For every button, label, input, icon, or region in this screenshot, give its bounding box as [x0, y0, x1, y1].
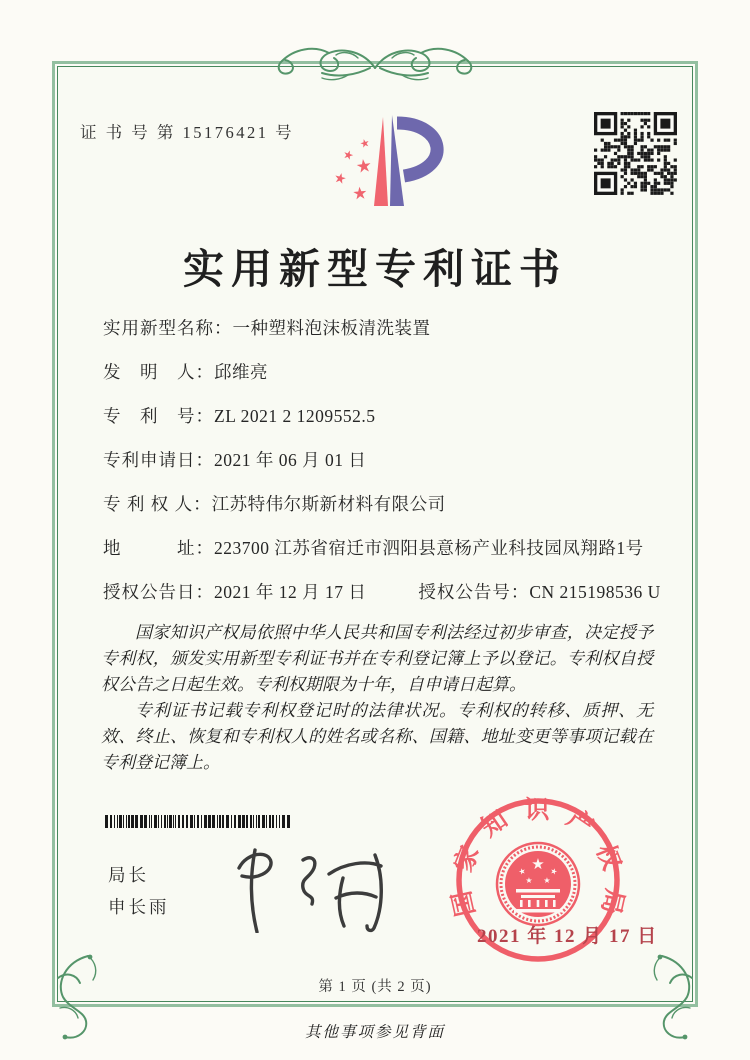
field-label: 专 利 权 人： [103, 494, 212, 514]
field-value: 2021 年 06 月 01 日 [214, 450, 367, 470]
svg-text:★: ★ [543, 876, 551, 885]
seal-ring-text: 国家知识产权局 [448, 797, 628, 919]
qr-code [594, 112, 677, 195]
svg-text:★: ★ [517, 866, 527, 877]
seal-date: 2021 年 12 月 17 日 [477, 926, 658, 947]
field-value: 邱维亮 [214, 362, 268, 382]
svg-text:★: ★ [331, 169, 349, 189]
field-label: 专 利 号： [103, 406, 214, 426]
field-row [103, 491, 663, 535]
svg-text:★: ★ [354, 154, 374, 179]
field-value: 2021 年 12 月 17 日 [214, 582, 367, 602]
barcode [105, 815, 293, 828]
director-name: 申长雨 [108, 897, 170, 917]
field-value: 江苏特伟尔斯新材料有限公司 [211, 494, 446, 514]
field-label: 实用新型名称： [103, 318, 233, 338]
field-row [103, 359, 663, 403]
field-row [103, 315, 663, 359]
director-title: 局长 [108, 865, 149, 885]
field-value: 一种塑料泡沫板清洗装置 [232, 318, 431, 338]
top-flourish-ornament-icon [262, 42, 488, 90]
svg-text:★: ★ [341, 146, 356, 164]
svg-text:★: ★ [531, 855, 545, 873]
svg-text:★: ★ [351, 183, 369, 205]
field-row [103, 447, 663, 491]
legal-paragraph: 专利证书记载专利权登记时的法律状况。专利权的转移、质押、无效、终止、恢复和专利权人的姓名或名称、国籍、地址变更等事项记载在专利登记簿上。 [101, 701, 653, 772]
legal-statement-paragraphs [101, 620, 653, 776]
field-value: ZL 2021 2 1209552.5 [214, 406, 376, 426]
back-note: 其他事项参见背面 [304, 1024, 445, 1041]
field-label: 专利申请日： [103, 450, 214, 470]
certificate-title: 实用新型专利证书 [183, 246, 567, 292]
legal-paragraph: 国家知识产权局依照中华人民共和国专利法经过初步审查，决定授予专利权，颁发实用新型专利证书并在专利登记簿上予以登记。专利权自授权公告之日起生效。专利权期限为十年，自申请日起算。 [101, 623, 653, 694]
handwritten-signature-icon [215, 838, 395, 933]
field-label: 授权公告号： [418, 582, 530, 602]
field-value: 223700 江苏省宿迁市泗阳县意杨产业科技园凤翔路1号 [214, 538, 644, 558]
field-value: CN 215198536 U [529, 582, 661, 602]
svg-text:★: ★ [549, 866, 559, 877]
cnipa-logo-icon [303, 110, 471, 220]
field-row [103, 579, 663, 623]
field-row [103, 535, 663, 579]
certificate-number: 证 书 号 第 15176421 号 [80, 123, 295, 142]
page-number: 第 1 页 (共 2 页) [318, 979, 432, 995]
field-label: 授权公告日： [103, 582, 214, 602]
field-label: 发 明 人： [103, 362, 214, 382]
svg-text:★: ★ [358, 135, 372, 152]
svg-text:★: ★ [525, 876, 533, 885]
field-label: 地 址： [103, 538, 214, 558]
field-row [103, 403, 663, 447]
certificate-fields [103, 315, 663, 623]
